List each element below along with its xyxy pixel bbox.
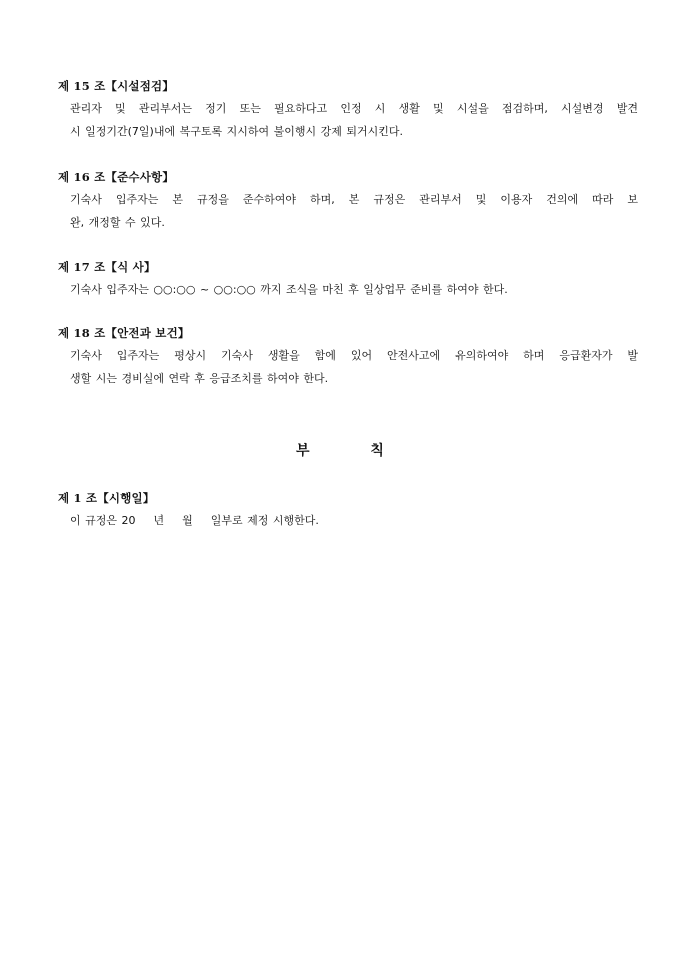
article-body bbox=[58, 344, 638, 390]
article-body bbox=[58, 278, 638, 301]
article-15 bbox=[58, 78, 638, 143]
article-line: 완, 개정할 수 있다. bbox=[70, 216, 165, 229]
article-heading: 제 16 조【준수사항】 bbox=[58, 170, 175, 184]
article-line: 관리자 및 관리부서는 정기 또는 필요하다고 인정 시 생활 및 시설을 점검하며, 시설변경 발견 bbox=[70, 102, 638, 115]
article-heading: 제 18 조【안전과 보건】 bbox=[58, 326, 190, 340]
article-line: 기숙사 입주자는 ○○:○○ ~ ○○:○○ 까지 조식을 마친 후 일상업무 준비를 하여야 한다. bbox=[70, 283, 508, 296]
article-line: 생할 시는 경비실에 연락 후 응급조치를 하여야 한다. bbox=[70, 372, 329, 385]
article-line: 이 규정은 20 년 월 일부로 제정 시행한다. bbox=[70, 514, 319, 527]
article-heading: 제 17 조【식 사】 bbox=[58, 260, 156, 274]
article-heading: 제 15 조【시설점검】 bbox=[58, 79, 175, 93]
article-line: 시 일정기간(7일)내에 복구토록 지시하여 불이행시 강제 퇴거시킨다. bbox=[70, 125, 403, 138]
article-16 bbox=[58, 169, 638, 234]
article-body bbox=[58, 188, 638, 234]
article-body bbox=[58, 97, 638, 143]
article-18 bbox=[58, 325, 638, 390]
article-17 bbox=[58, 259, 638, 301]
supplementary-article-1 bbox=[58, 490, 638, 532]
supplementary-provisions-title: 부 칙 bbox=[296, 443, 412, 459]
article-line: 기숙사 입주자는 본 규정을 준수하여야 하며, 본 규정은 관리부서 및 이용자 건의에 따라 보 bbox=[70, 193, 638, 206]
article-line: 기숙사 입주자는 평상시 기숙사 생활을 함에 있어 안전사고에 유의하여야 하며 응급환자가 발 bbox=[70, 349, 638, 362]
article-heading: 제 1 조【시행일】 bbox=[58, 491, 155, 505]
article-body bbox=[58, 509, 638, 532]
